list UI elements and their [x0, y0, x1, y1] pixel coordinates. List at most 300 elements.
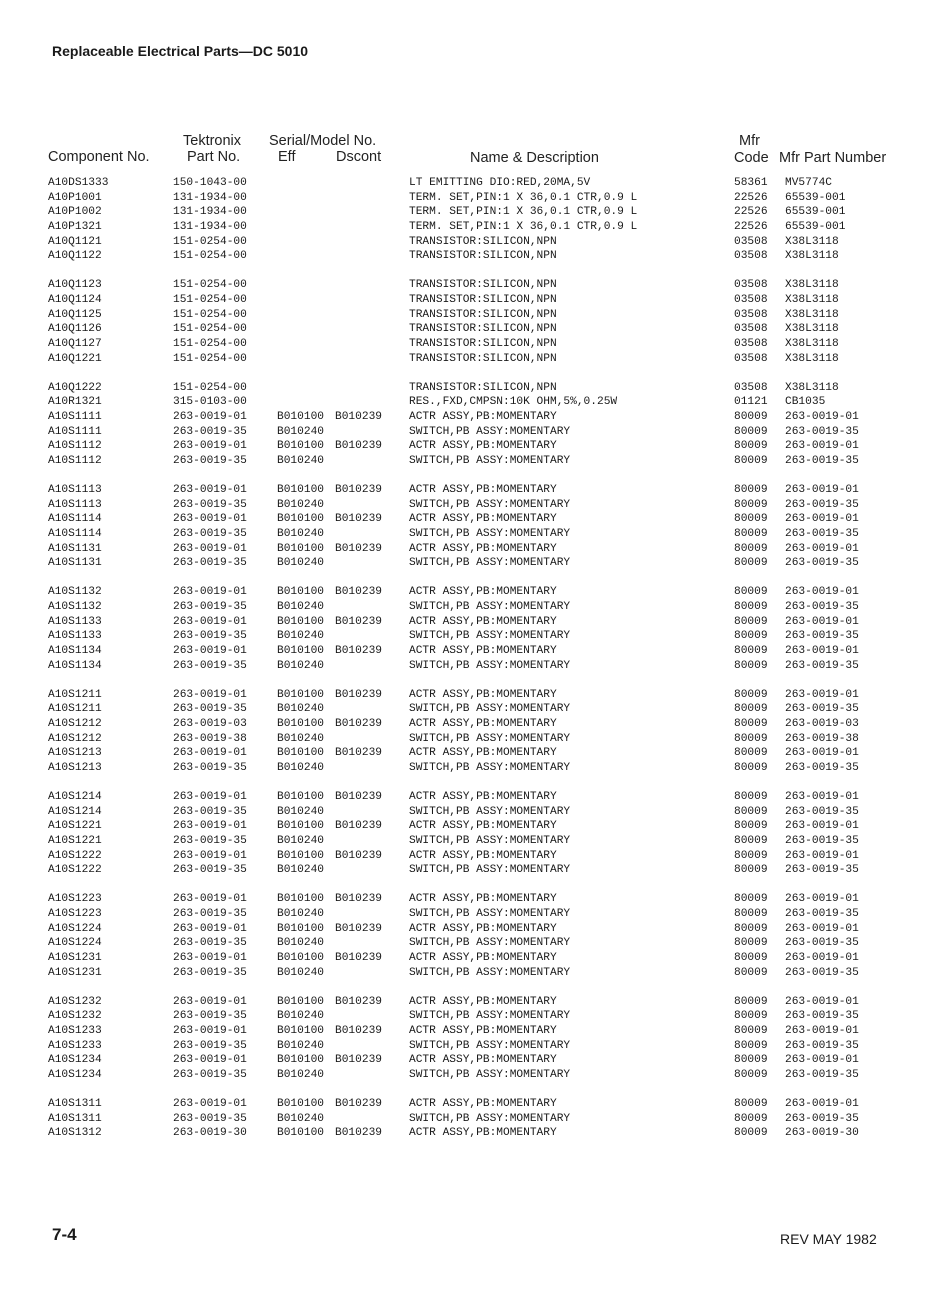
component-number: A10S1224	[48, 922, 102, 935]
table-row	[0, 688, 950, 703]
page-number: 7-4	[52, 1225, 77, 1244]
name-description: SWITCH,PB ASSY:MOMENTARY	[409, 864, 571, 877]
mfr-code: 03508	[734, 352, 768, 365]
mfr-part-number: 263-0019-30	[785, 1127, 859, 1140]
part-number: 263-0019-35	[173, 1010, 247, 1023]
table-row	[0, 278, 950, 293]
part-number: 263-0019-35	[173, 907, 247, 920]
mfr-code: 03508	[734, 338, 768, 351]
table-row	[0, 702, 950, 717]
serial-eff: B010100	[277, 1054, 324, 1067]
component-number: A10S1231	[48, 966, 102, 979]
table-row	[0, 1126, 950, 1141]
component-number: A10S1213	[48, 747, 102, 760]
part-number: 151-0254-00	[173, 279, 247, 292]
part-number: 263-0019-01	[173, 790, 247, 803]
part-number: 151-0254-00	[173, 250, 247, 263]
row-group	[0, 1097, 950, 1141]
serial-eff: B010240	[277, 1039, 324, 1052]
mfr-part-number: 263-0019-35	[785, 1112, 859, 1125]
name-description: ACTR ASSY,PB:MOMENTARY	[409, 747, 557, 760]
table-row	[0, 600, 950, 615]
serial-eff: B010240	[277, 425, 324, 438]
table-row	[0, 176, 950, 191]
mfr-part-number: 263-0019-01	[785, 849, 859, 862]
mfr-code: 22526	[734, 206, 768, 219]
row-group	[0, 688, 950, 776]
name-description: SWITCH,PB ASSY:MOMENTARY	[409, 966, 571, 979]
mfr-part-number: 263-0019-01	[785, 922, 859, 935]
component-number: A10S1111	[48, 425, 102, 438]
mfr-code: 03508	[734, 323, 768, 336]
part-number: 151-0254-00	[173, 381, 247, 394]
name-description: SWITCH,PB ASSY:MOMENTARY	[409, 834, 571, 847]
table-row	[0, 425, 950, 440]
mfr-code: 22526	[734, 221, 768, 234]
mfr-part-number: 263-0019-35	[785, 455, 859, 468]
mfr-part-number: X38L3118	[785, 323, 839, 336]
name-description: ACTR ASSY,PB:MOMENTARY	[409, 513, 557, 526]
mfr-code: 80009	[734, 790, 768, 803]
mfr-code: 80009	[734, 893, 768, 906]
table-row	[0, 337, 950, 352]
part-number: 263-0019-01	[173, 411, 247, 423]
mfr-part-number: 263-0019-01	[785, 513, 859, 526]
mfr-part-number: 263-0019-01	[785, 893, 859, 906]
mfr-part-number: 263-0019-35	[785, 762, 859, 774]
component-number: A10S1223	[48, 907, 102, 920]
mfr-code: 80009	[734, 440, 768, 453]
mfr-code: 80009	[734, 1039, 768, 1052]
part-number: 263-0019-35	[173, 834, 247, 847]
table-row	[0, 629, 950, 644]
serial-eff: B010100	[277, 513, 324, 526]
part-number: 263-0019-01	[173, 1024, 247, 1037]
component-number: A10S1134	[48, 659, 102, 672]
mfr-code: 80009	[734, 1068, 768, 1081]
part-number: 263-0019-35	[173, 528, 247, 540]
part-number: 263-0019-01	[173, 747, 247, 760]
revision-date: REV MAY 1982	[780, 1231, 877, 1247]
table-row	[0, 395, 950, 410]
serial-eff: B010240	[277, 966, 324, 979]
name-description: SWITCH,PB ASSY:MOMENTARY	[409, 455, 571, 468]
part-number: 263-0019-35	[173, 425, 247, 438]
mfr-part-number: CB1035	[785, 396, 826, 409]
name-description: ACTR ASSY,PB:MOMENTARY	[409, 951, 557, 964]
part-number: 131-1934-00	[173, 221, 247, 234]
table-row	[0, 790, 950, 805]
part-number: 151-0254-00	[173, 338, 247, 351]
table-row	[0, 1024, 950, 1039]
serial-eff: B010100	[277, 542, 324, 555]
mfr-code: 03508	[734, 250, 768, 263]
component-number: A10S1234	[48, 1054, 102, 1067]
serial-eff: B010100	[277, 586, 324, 599]
serial-dscont: B010239	[335, 893, 382, 906]
part-number: 263-0019-35	[173, 1112, 247, 1125]
component-number: A10S1131	[48, 557, 102, 570]
name-description: SWITCH,PB ASSY:MOMENTARY	[409, 732, 571, 745]
col-header-eff: Eff	[278, 149, 296, 165]
component-number: A10S1111	[48, 411, 102, 423]
mfr-code: 80009	[734, 1010, 768, 1023]
component-number: A10S1311	[48, 1097, 102, 1110]
table-row	[0, 527, 950, 542]
serial-dscont: B010239	[335, 688, 382, 701]
component-number: A10Q1125	[48, 308, 102, 321]
component-number: A10S1214	[48, 805, 102, 818]
serial-dscont: B010239	[335, 586, 382, 599]
table-row	[0, 907, 950, 922]
serial-dscont: B010239	[335, 483, 382, 496]
part-number: 263-0019-01	[173, 645, 247, 657]
mfr-part-number: 263-0019-01	[785, 1054, 859, 1067]
mfr-part-number: 263-0019-01	[785, 747, 859, 760]
serial-eff: B010100	[277, 747, 324, 760]
table-row	[0, 542, 950, 557]
serial-eff: B010100	[277, 483, 324, 496]
mfr-part-number: X38L3118	[785, 294, 839, 306]
part-number: 263-0019-01	[173, 1054, 247, 1067]
part-number: 151-0254-00	[173, 235, 247, 248]
part-number: 263-0019-03	[173, 717, 247, 730]
component-number: A10S1112	[48, 455, 102, 468]
serial-dscont: B010239	[335, 747, 382, 760]
table-row	[0, 308, 950, 323]
serial-eff: B010240	[277, 834, 324, 847]
mfr-part-number: 263-0019-01	[785, 995, 859, 1008]
table-row	[0, 834, 950, 849]
table-row	[0, 819, 950, 834]
component-number: A10Q1123	[48, 279, 102, 292]
serial-dscont: B010239	[335, 849, 382, 862]
component-number: A10P1321	[48, 221, 102, 234]
name-description: TRANSISTOR:SILICON,NPN	[409, 294, 557, 306]
col-header-component: Component No.	[48, 149, 150, 165]
table-row	[0, 615, 950, 630]
mfr-code: 80009	[734, 834, 768, 847]
part-number: 263-0019-01	[173, 1097, 247, 1110]
serial-dscont: B010239	[335, 951, 382, 964]
name-description: ACTR ASSY,PB:MOMENTARY	[409, 688, 557, 701]
serial-dscont: B010239	[335, 1127, 382, 1140]
name-description: ACTR ASSY,PB:MOMENTARY	[409, 645, 557, 657]
serial-eff: B010100	[277, 790, 324, 803]
table-row	[0, 1112, 950, 1127]
serial-eff: B010240	[277, 1112, 324, 1125]
name-description: LT EMITTING DIO:RED,20MA,5V	[409, 177, 591, 189]
component-number: A10S1113	[48, 483, 102, 496]
table-row	[0, 951, 950, 966]
col-header-name-description: Name & Description	[470, 150, 599, 166]
serial-eff: B010100	[277, 995, 324, 1008]
serial-dscont: B010239	[335, 1024, 382, 1037]
mfr-code: 80009	[734, 907, 768, 920]
serial-dscont: B010239	[335, 615, 382, 628]
table-row	[0, 644, 950, 659]
part-number: 151-0254-00	[173, 308, 247, 321]
serial-eff: B010100	[277, 1097, 324, 1110]
serial-dscont: B010239	[335, 411, 382, 423]
name-description: ACTR ASSY,PB:MOMENTARY	[409, 790, 557, 803]
mfr-part-number: 263-0019-35	[785, 1039, 859, 1052]
table-row	[0, 732, 950, 747]
serial-eff: B010240	[277, 937, 324, 950]
serial-eff: B010240	[277, 1068, 324, 1081]
part-number: 263-0019-01	[173, 995, 247, 1008]
component-number: A10DS1333	[48, 177, 109, 189]
mfr-part-number: X38L3118	[785, 279, 839, 292]
component-number: A10S1114	[48, 528, 102, 540]
table-row	[0, 966, 950, 981]
mfr-part-number: 263-0019-01	[785, 1024, 859, 1037]
name-description: TRANSISTOR:SILICON,NPN	[409, 279, 557, 292]
mfr-part-number: X38L3118	[785, 308, 839, 321]
mfr-code: 80009	[734, 922, 768, 935]
serial-dscont: B010239	[335, 922, 382, 935]
mfr-part-number: X38L3118	[785, 338, 839, 351]
mfr-code: 80009	[734, 966, 768, 979]
name-description: TRANSISTOR:SILICON,NPN	[409, 250, 557, 263]
serial-dscont: B010239	[335, 820, 382, 833]
component-number: A10S1132	[48, 586, 102, 599]
mfr-part-number: 263-0019-01	[785, 542, 859, 555]
table-row	[0, 483, 950, 498]
mfr-part-number: 263-0019-35	[785, 1068, 859, 1081]
name-description: ACTR ASSY,PB:MOMENTARY	[409, 542, 557, 555]
serial-eff: B010100	[277, 717, 324, 730]
component-number: A10S1214	[48, 790, 102, 803]
mfr-code: 80009	[734, 703, 768, 716]
name-description: ACTR ASSY,PB:MOMENTARY	[409, 1127, 557, 1140]
mfr-code: 03508	[734, 308, 768, 321]
serial-eff: B010100	[277, 440, 324, 453]
mfr-part-number: MV5774C	[785, 177, 832, 189]
part-number: 263-0019-35	[173, 455, 247, 468]
name-description: TRANSISTOR:SILICON,NPN	[409, 323, 557, 336]
name-description: TERM. SET,PIN:1 X 36,0.1 CTR,0.9 L	[409, 221, 638, 234]
name-description: ACTR ASSY,PB:MOMENTARY	[409, 586, 557, 599]
name-description: ACTR ASSY,PB:MOMENTARY	[409, 483, 557, 496]
table-row	[0, 352, 950, 367]
mfr-code: 03508	[734, 294, 768, 306]
table-row	[0, 1068, 950, 1083]
name-description: TRANSISTOR:SILICON,NPN	[409, 381, 557, 394]
serial-eff: B010240	[277, 557, 324, 570]
serial-eff: B010100	[277, 893, 324, 906]
mfr-code: 80009	[734, 455, 768, 468]
mfr-part-number: 263-0019-01	[785, 586, 859, 599]
name-description: TERM. SET,PIN:1 X 36,0.1 CTR,0.9 L	[409, 191, 638, 204]
name-description: ACTR ASSY,PB:MOMENTARY	[409, 820, 557, 833]
part-number: 263-0019-01	[173, 820, 247, 833]
mfr-code: 80009	[734, 762, 768, 774]
mfr-part-number: 263-0019-35	[785, 834, 859, 847]
table-row	[0, 322, 950, 337]
mfr-code: 80009	[734, 849, 768, 862]
mfr-code: 22526	[734, 191, 768, 204]
table-row	[0, 293, 950, 308]
component-number: A10Q1222	[48, 381, 102, 394]
part-number: 151-0254-00	[173, 352, 247, 365]
mfr-part-number: 263-0019-35	[785, 630, 859, 643]
serial-eff: B010100	[277, 1024, 324, 1037]
col-header-tektronix: Tektronix	[183, 133, 242, 149]
col-header-mfr: Mfr	[739, 133, 760, 149]
part-number: 263-0019-35	[173, 703, 247, 716]
table-row	[0, 805, 950, 820]
mfr-code: 80009	[734, 1054, 768, 1067]
part-number: 263-0019-35	[173, 762, 247, 774]
mfr-code: 80009	[734, 513, 768, 526]
component-number: A10S1312	[48, 1127, 102, 1140]
component-number: A10S1232	[48, 1010, 102, 1023]
mfr-code: 80009	[734, 630, 768, 643]
part-number: 263-0019-38	[173, 732, 247, 745]
table-row	[0, 863, 950, 878]
serial-dscont: B010239	[335, 513, 382, 526]
part-number: 263-0019-01	[173, 893, 247, 906]
mfr-part-number: 263-0019-35	[785, 966, 859, 979]
component-number: A10S1233	[48, 1039, 102, 1052]
name-description: SWITCH,PB ASSY:MOMENTARY	[409, 528, 571, 540]
row-group	[0, 483, 950, 571]
component-number: A10S1133	[48, 630, 102, 643]
mfr-code: 80009	[734, 951, 768, 964]
component-number: A10S1112	[48, 440, 102, 453]
component-number: A10S1213	[48, 762, 102, 774]
row-group	[0, 892, 950, 980]
table-row	[0, 1097, 950, 1112]
name-description: ACTR ASSY,PB:MOMENTARY	[409, 849, 557, 862]
component-number: A10Q1221	[48, 352, 102, 365]
page-header-title: Replaceable Electrical Parts—DC 5010	[52, 43, 309, 59]
table-row	[0, 410, 950, 425]
serial-eff: B010240	[277, 864, 324, 877]
table-row	[0, 381, 950, 396]
part-number: 131-1934-00	[173, 206, 247, 219]
component-number: A10P1001	[48, 191, 102, 204]
name-description: SWITCH,PB ASSY:MOMENTARY	[409, 805, 571, 818]
part-number: 263-0019-35	[173, 805, 247, 818]
mfr-code: 03508	[734, 381, 768, 394]
row-group	[0, 585, 950, 673]
table-row	[0, 717, 950, 732]
component-number: A10S1134	[48, 645, 102, 657]
serial-eff: B010240	[277, 703, 324, 716]
mfr-part-number: 263-0019-38	[785, 732, 859, 745]
name-description: RES.,FXD,CMPSN:10K OHM,5%,0.25W	[409, 396, 618, 409]
col-header-serial-model: Serial/Model No.	[269, 133, 377, 149]
mfr-code: 80009	[734, 747, 768, 760]
name-description: SWITCH,PB ASSY:MOMENTARY	[409, 498, 571, 511]
part-number: 263-0019-35	[173, 557, 247, 570]
serial-eff: B010100	[277, 820, 324, 833]
name-description: SWITCH,PB ASSY:MOMENTARY	[409, 1039, 571, 1052]
table-row	[0, 205, 950, 220]
table-row	[0, 995, 950, 1010]
component-number: A10S1133	[48, 615, 102, 628]
component-number: A10S1233	[48, 1024, 102, 1037]
serial-eff: B010100	[277, 1127, 324, 1140]
name-description: ACTR ASSY,PB:MOMENTARY	[409, 411, 557, 423]
part-number: 263-0019-35	[173, 966, 247, 979]
mfr-part-number: 263-0019-01	[785, 615, 859, 628]
component-number: A10S1222	[48, 849, 102, 862]
table-row	[0, 849, 950, 864]
table-row	[0, 1039, 950, 1054]
mfr-part-number: 263-0019-35	[785, 659, 859, 672]
mfr-part-number: 263-0019-01	[785, 820, 859, 833]
mfr-part-number: 263-0019-01	[785, 790, 859, 803]
name-description: ACTR ASSY,PB:MOMENTARY	[409, 1054, 557, 1067]
mfr-part-number: 263-0019-35	[785, 557, 859, 570]
name-description: ACTR ASSY,PB:MOMENTARY	[409, 440, 557, 453]
serial-eff: B010240	[277, 600, 324, 613]
component-number: A10R1321	[48, 396, 102, 409]
name-description: ACTR ASSY,PB:MOMENTARY	[409, 995, 557, 1008]
component-number: A10S1211	[48, 688, 102, 701]
name-description: ACTR ASSY,PB:MOMENTARY	[409, 717, 557, 730]
part-number: 263-0019-01	[173, 513, 247, 526]
serial-eff: B010100	[277, 849, 324, 862]
serial-eff: B010240	[277, 732, 324, 745]
name-description: SWITCH,PB ASSY:MOMENTARY	[409, 907, 571, 920]
mfr-code: 80009	[734, 805, 768, 818]
row-group	[0, 278, 950, 366]
name-description: SWITCH,PB ASSY:MOMENTARY	[409, 425, 571, 438]
mfr-code: 80009	[734, 688, 768, 701]
mfr-part-number: 263-0019-01	[785, 440, 859, 453]
col-header-code: Code	[734, 150, 769, 166]
serial-eff: B010240	[277, 907, 324, 920]
part-number: 150-1043-00	[173, 177, 247, 189]
table-row	[0, 1009, 950, 1024]
name-description: TRANSISTOR:SILICON,NPN	[409, 338, 557, 351]
table-row	[0, 659, 950, 674]
mfr-part-number: X38L3118	[785, 235, 839, 248]
mfr-part-number: 65539-001	[785, 206, 846, 219]
name-description: TRANSISTOR:SILICON,NPN	[409, 308, 557, 321]
mfr-part-number: 263-0019-35	[785, 425, 859, 438]
component-number: A10Q1121	[48, 235, 102, 248]
parts-table-body	[0, 176, 950, 1155]
part-number: 263-0019-35	[173, 498, 247, 511]
part-number: 263-0019-01	[173, 922, 247, 935]
name-description: ACTR ASSY,PB:MOMENTARY	[409, 922, 557, 935]
table-row	[0, 249, 950, 264]
table-row	[0, 746, 950, 761]
component-number: A10S1221	[48, 820, 102, 833]
serial-eff: B010100	[277, 688, 324, 701]
part-number: 263-0019-01	[173, 440, 247, 453]
part-number: 263-0019-01	[173, 586, 247, 599]
mfr-code: 80009	[734, 600, 768, 613]
serial-eff: B010240	[277, 1010, 324, 1023]
mfr-part-number: 263-0019-01	[785, 1097, 859, 1110]
mfr-code: 80009	[734, 820, 768, 833]
component-number: A10S1311	[48, 1112, 102, 1125]
serial-dscont: B010239	[335, 717, 382, 730]
name-description: TRANSISTOR:SILICON,NPN	[409, 235, 557, 248]
mfr-part-number: 263-0019-01	[785, 951, 859, 964]
row-group	[0, 381, 950, 469]
serial-dscont: B010239	[335, 995, 382, 1008]
mfr-part-number: 263-0019-01	[785, 645, 859, 657]
name-description: SWITCH,PB ASSY:MOMENTARY	[409, 600, 571, 613]
name-description: SWITCH,PB ASSY:MOMENTARY	[409, 703, 571, 716]
